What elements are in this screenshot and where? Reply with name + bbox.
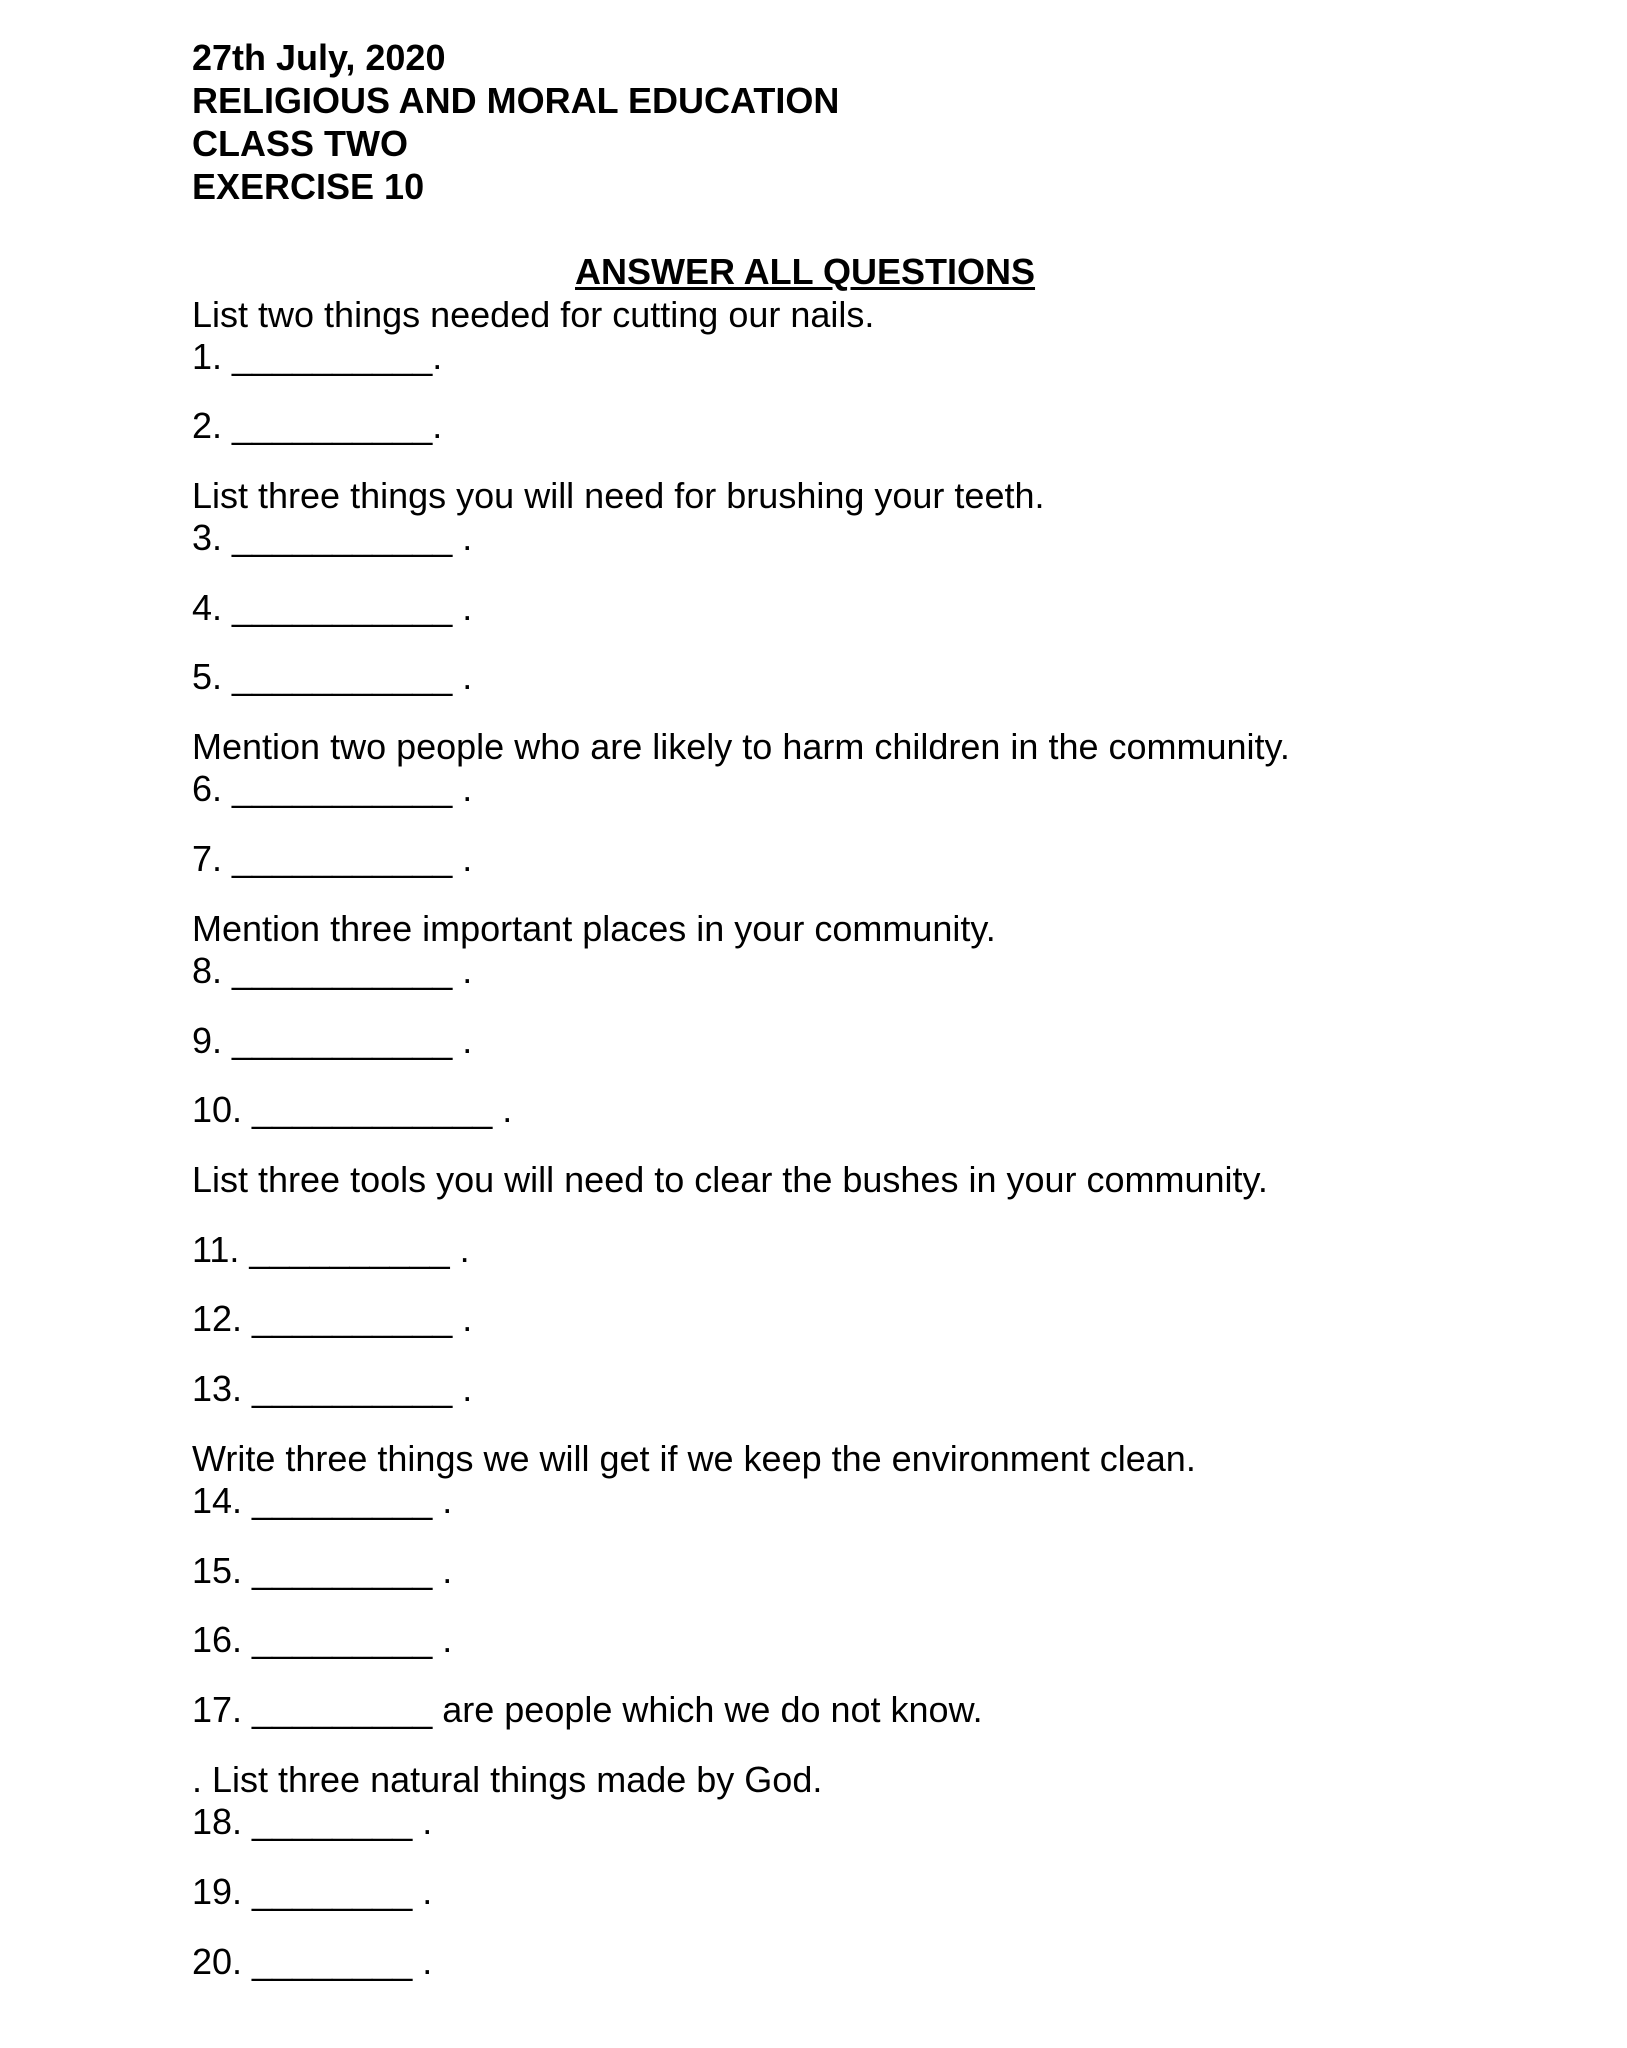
answer-line-15: 15. _________ . xyxy=(192,1550,453,1591)
answer-line-19: 19. ________ . xyxy=(192,1871,433,1912)
instruction-heading: ANSWER ALL QUESTIONS xyxy=(575,251,1036,292)
answer-line-9: 9. ___________ . xyxy=(192,1020,473,1061)
answer-line-5: 5. ___________ . xyxy=(192,656,473,697)
answer-line-20: 20. ________ . xyxy=(192,1941,433,1982)
answer-line-3: 3. ___________ . xyxy=(192,517,473,558)
answer-line-8: 8. ___________ . xyxy=(192,950,473,991)
answer-line-10: 10. ____________ . xyxy=(192,1089,513,1130)
question-prompt-environment: Write three things we will get if we keep the environment clean. xyxy=(192,1438,1196,1479)
answer-line-14: 14. _________ . xyxy=(192,1480,453,1521)
question-prompt-natural-things: . List three natural things made by God. xyxy=(192,1759,823,1800)
answer-line-7: 7. ___________ . xyxy=(192,838,473,879)
answer-line-18: 18. ________ . xyxy=(192,1801,433,1842)
question-17-strangers: 17. _________ are people which we do not know. xyxy=(192,1689,983,1730)
question-prompt-places: Mention three important places in your community. xyxy=(192,908,996,949)
answer-line-11: 11. __________ . xyxy=(192,1229,470,1270)
answer-line-12: 12. __________ . xyxy=(192,1298,473,1339)
answer-line-4: 4. ___________ . xyxy=(192,587,473,628)
date: 27th July, 2020 xyxy=(192,37,446,78)
worksheet-header xyxy=(192,36,839,208)
answer-line-16: 16. _________ . xyxy=(192,1619,453,1660)
question-prompt-tools: List three tools you will need to clear the bushes in your community. xyxy=(192,1159,1268,1200)
answer-line-13: 13. __________ . xyxy=(192,1368,473,1409)
subject-title: RELIGIOUS AND MORAL EDUCATION xyxy=(192,80,840,121)
class-label: CLASS TWO xyxy=(192,123,408,164)
exercise-label: EXERCISE 10 xyxy=(192,166,425,207)
question-prompt-nails: List two things needed for cutting our nails. xyxy=(192,294,875,335)
question-prompt-teeth: List three things you will need for brushing your teeth. xyxy=(192,475,1045,516)
question-prompt-harm: Mention two people who are likely to harm children in the community. xyxy=(192,726,1290,767)
answer-line-1: 1. __________. xyxy=(192,336,443,377)
answer-line-2: 2. __________. xyxy=(192,405,443,446)
answer-line-6: 6. ___________ . xyxy=(192,768,473,809)
